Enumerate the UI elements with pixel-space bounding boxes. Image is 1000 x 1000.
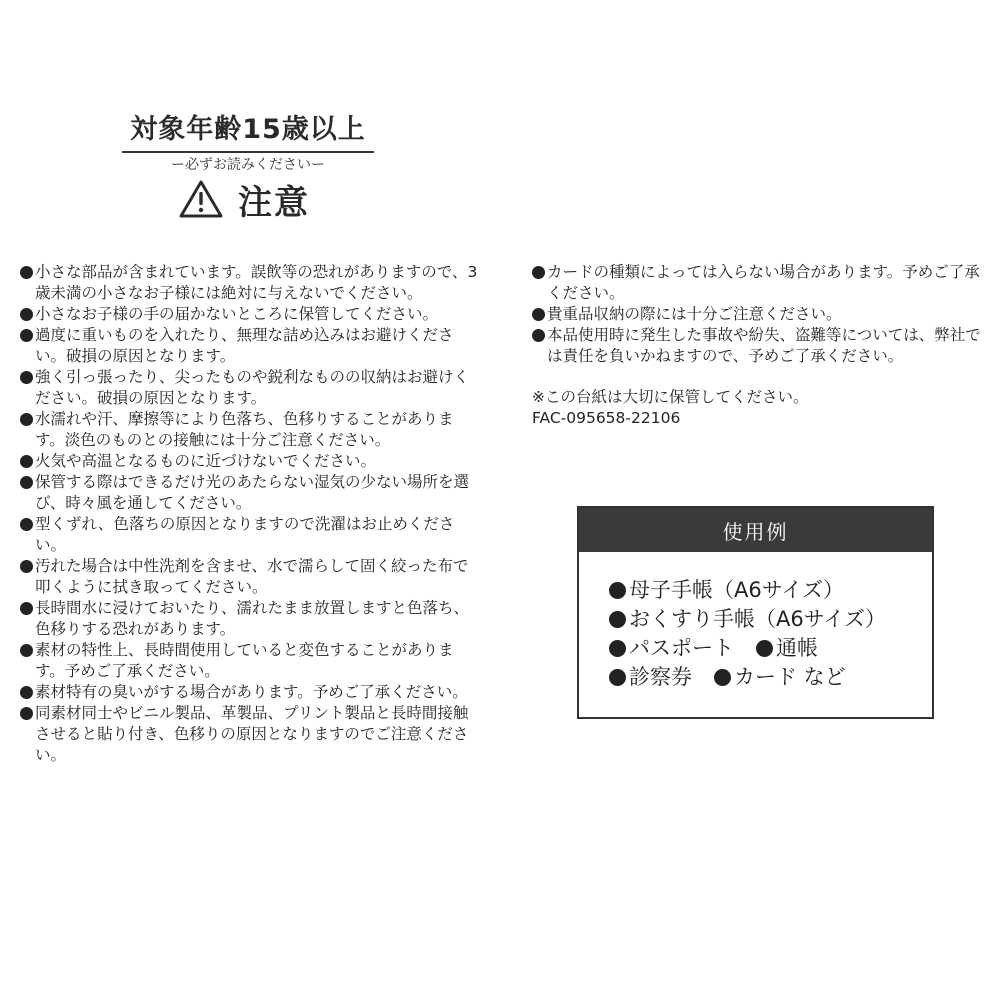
left-caution-list [20, 262, 480, 766]
list-item [20, 262, 480, 304]
usage-item-label: 通帳 [776, 636, 818, 660]
bullet-icon [20, 329, 33, 342]
bullet-icon [20, 308, 33, 321]
usage-item [609, 605, 886, 634]
bullet-icon [756, 640, 773, 657]
usage-item-label: カード など [734, 665, 846, 689]
bullet-icon [532, 266, 545, 279]
bullet-icon [20, 560, 33, 573]
item-text: 素材特有の臭いがする場合があります。予めご了承ください。 [35, 683, 468, 701]
right-caution-list [532, 262, 992, 429]
usage-item [756, 634, 818, 663]
usage-row [609, 663, 932, 692]
storage-note: ※この台紙は大切に保管してください。 [532, 388, 809, 406]
bullet-icon [714, 669, 731, 686]
usage-item [609, 663, 692, 692]
bullet-icon [20, 413, 33, 426]
usage-title: 使用例 [579, 508, 932, 552]
bullet-icon [20, 707, 33, 720]
usage-row [609, 605, 932, 634]
item-text: カードの種類によっては入らない場合があります。予めご了承ください。 [547, 263, 980, 302]
title-underline [122, 151, 374, 153]
list-item [20, 640, 480, 682]
list-item [532, 304, 992, 325]
item-text: 汚れた場合は中性洗剤を含ませ、水で濡らして固く絞った布で叩くように拭き取ってください。 [35, 557, 469, 596]
list-item [20, 367, 480, 409]
usage-item [609, 634, 734, 663]
list-item [532, 325, 992, 367]
bullet-icon [20, 686, 33, 699]
bullet-icon [609, 640, 626, 657]
usage-item-label: 母子手帳（A6サイズ） [629, 578, 845, 602]
list-item [20, 514, 480, 556]
age-title: 対象年齢15歳以上 [130, 114, 366, 145]
usage-item [609, 576, 844, 605]
usage-row [609, 576, 932, 605]
list-item [20, 703, 480, 766]
list-item [20, 556, 480, 598]
bullet-icon [20, 644, 33, 657]
item-text: 小さなお子様の手の届かないところに保管してください。 [35, 305, 439, 323]
list-item [20, 598, 480, 640]
list-item [20, 472, 480, 514]
list-item [20, 682, 480, 703]
bullet-icon [532, 329, 545, 342]
bullet-icon [532, 308, 545, 321]
warning-triangle-icon [178, 179, 224, 219]
item-text: 強く引っ張ったり、尖ったものや鋭利なものの収納はお避けください。破損の原因となります。 [35, 368, 470, 407]
usage-item-label: おくすり手帳（A6サイズ） [629, 607, 887, 631]
item-text: 型くずれ、色落ちの原因となりますので洗濯はお止めください。 [35, 515, 455, 554]
item-text: 水濡れや汗、摩擦等により色落ち、色移りすることがあります。淡色のものとの接触には十分ご注意ください。 [35, 410, 454, 449]
list-item [20, 409, 480, 451]
item-text: 同素材同士やビニル製品、革製品、プリント製品と長時間接触させると貼り付き、色移りの原因となりますのでご注意ください。 [35, 704, 469, 764]
usage-row [609, 634, 932, 663]
list-item [20, 304, 480, 325]
bullet-icon [20, 371, 33, 384]
item-text: 火気や高温となるものに近づけないでください。 [35, 452, 377, 470]
usage-item-label: 診察券 [629, 665, 692, 689]
list-item [20, 451, 480, 472]
bullet-icon [20, 455, 33, 468]
list-item [532, 262, 992, 304]
bullet-icon [20, 476, 33, 489]
item-text: 貴重品収納の際には十分ご注意ください。 [547, 305, 842, 323]
bullet-icon [20, 518, 33, 531]
bullet-icon [609, 582, 626, 599]
bullet-icon [20, 602, 33, 615]
usage-example-box [577, 506, 934, 719]
bullet-icon [20, 266, 33, 279]
item-text: 過度に重いものを入れたり、無理な詰め込みはお避けください。破損の原因となります。 [35, 326, 454, 365]
usage-item [714, 663, 846, 692]
item-text: 素材の特性上、長時間使用していると変色することがあります。予めご了承ください。 [35, 641, 454, 680]
product-code: FAC-095658-22106 [532, 409, 681, 427]
item-text: 長時間水に浸けておいたり、濡れたまま放置しますと色落ち、色移りする恐れがあります。 [35, 599, 470, 638]
bullet-icon [609, 611, 626, 628]
read-notice: ー必ずお読みくださいー [171, 157, 325, 173]
list-item [20, 325, 480, 367]
warning-label: 注意 [238, 182, 310, 223]
usage-list [579, 552, 932, 692]
item-text: 保管する際はできるだけ光のあたらない湿気の少ない場所を選び、時々風を通してください。 [35, 473, 470, 512]
item-text: 小さな部品が含まれています。誤飲等の恐れがありますので、3歳未満の小さなお子様には絶対に与えないでください。 [35, 263, 478, 302]
bullet-icon [609, 669, 626, 686]
warning-heading [178, 176, 310, 222]
usage-item-label: パスポート [629, 636, 734, 660]
item-text: 本品使用時に発生した事故や紛失、盗難等については、弊社では責任を負いかねますので、予めご了承ください。 [547, 326, 981, 365]
